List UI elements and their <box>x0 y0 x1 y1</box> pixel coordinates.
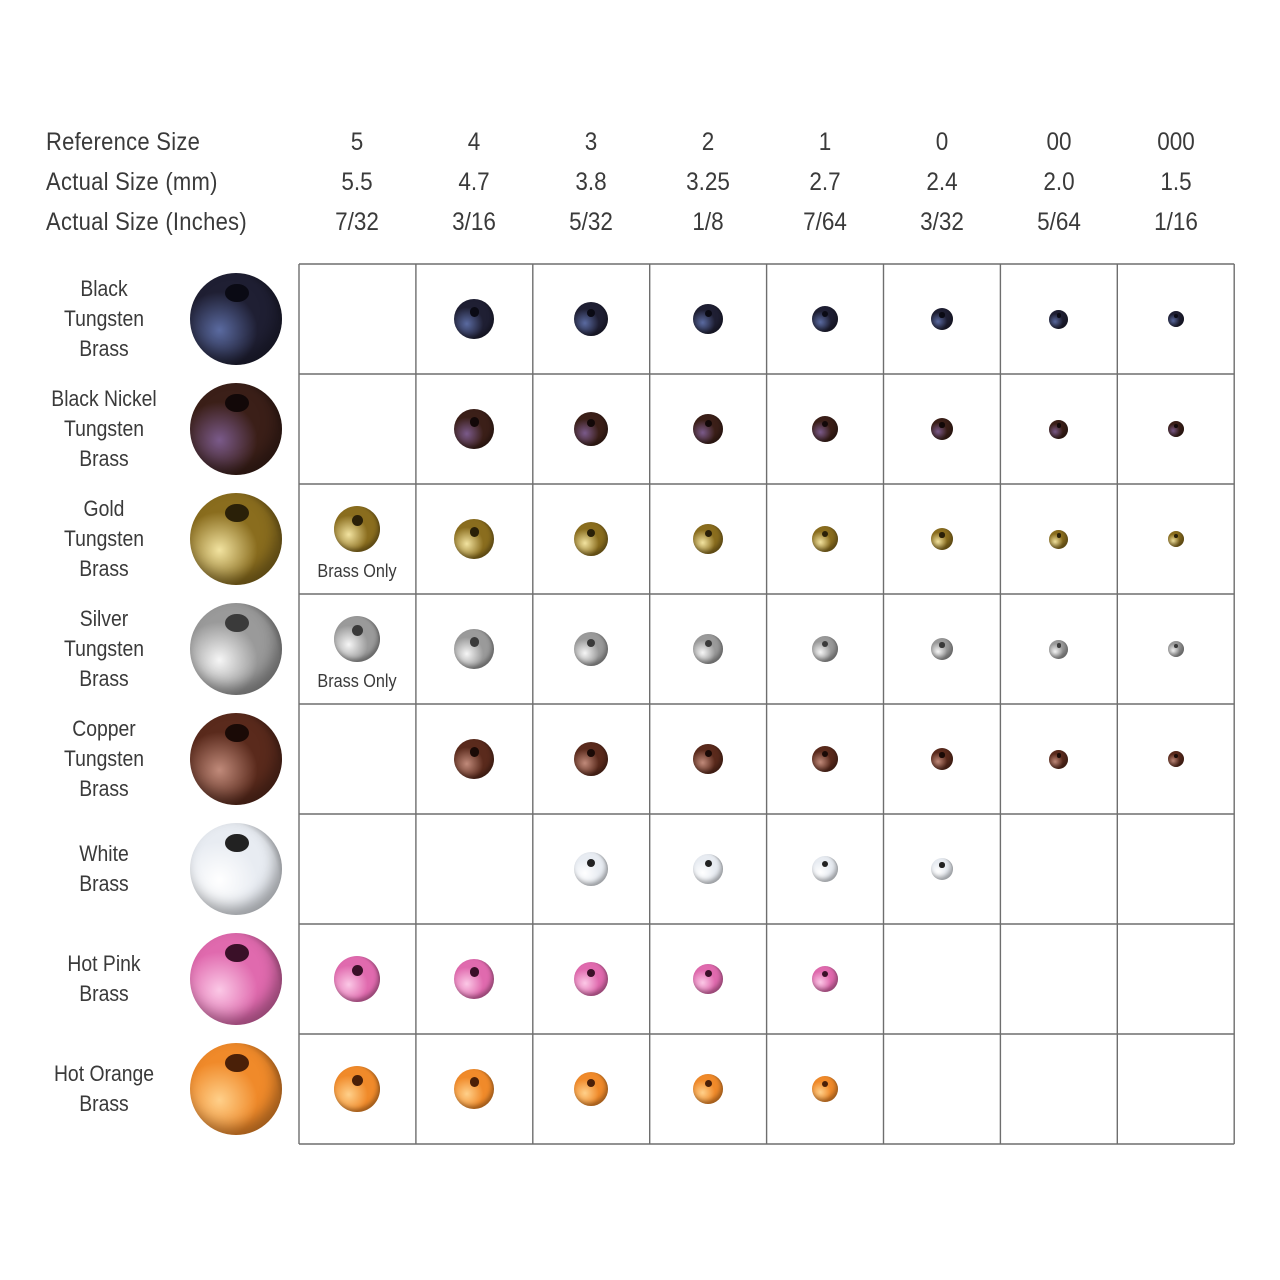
bead-swatch <box>693 1074 723 1104</box>
bead-swatch <box>574 522 608 556</box>
bead-swatch <box>1049 420 1068 439</box>
bead-type-label-line: Tungsten <box>63 416 144 441</box>
header-inches-value: 1/16 <box>1153 208 1198 236</box>
bead-swatch <box>1168 311 1184 327</box>
bead-swatch <box>1049 530 1068 549</box>
header-inches-value: 1/8 <box>692 208 724 236</box>
bead-swatch <box>574 412 608 446</box>
header-ref-value: 0 <box>935 128 949 156</box>
header-inches-value: 3/16 <box>452 208 497 236</box>
bead-swatch <box>931 638 953 660</box>
brass-only-note: Brass Only <box>317 561 398 581</box>
bead-type-label-line: Tungsten <box>63 526 144 551</box>
bead-swatch <box>1049 750 1068 769</box>
reference-size-label: Reference Size <box>46 128 201 156</box>
bead-type-label-line: Brass <box>79 776 129 801</box>
bead-swatch <box>812 306 838 332</box>
header-ref-value: 00 <box>1046 128 1072 156</box>
header-mm-value: 3.25 <box>686 168 731 196</box>
header-ref-value: 2 <box>701 128 715 156</box>
header-mm-value: 4.7 <box>458 168 490 196</box>
bead-swatch <box>812 636 838 662</box>
header-inches-value: 7/32 <box>335 208 380 236</box>
header-ref-value: 3 <box>584 128 598 156</box>
header-inches-value: 7/64 <box>803 208 847 236</box>
bead-swatch <box>1168 531 1184 547</box>
header-mm-value: 2.4 <box>926 168 958 196</box>
bead-swatch <box>693 744 723 774</box>
bead-swatch <box>1168 641 1184 657</box>
bead-swatch <box>812 746 838 772</box>
bead-type-label-line: Hot Pink <box>67 951 141 976</box>
actual-size-inches-label: Actual Size (Inches) <box>46 208 247 236</box>
header-mm-value: 2.0 <box>1043 168 1075 196</box>
bead-type-label-line: White <box>79 841 129 866</box>
bead-type-label-line: Brass <box>79 981 129 1006</box>
header-ref-value: 5 <box>351 128 364 156</box>
bead-swatch <box>574 742 608 776</box>
bead-type-label-line: Tungsten <box>63 746 144 771</box>
bead-swatch <box>693 854 723 884</box>
brass-only-note: Brass Only <box>317 671 398 691</box>
bead-swatch <box>931 308 953 330</box>
bead-type-label-line: Brass <box>79 446 129 471</box>
header-ref-value: 4 <box>468 128 481 156</box>
bead-swatch <box>931 418 953 440</box>
header-ref-value: 000 <box>1156 128 1195 156</box>
header-mm-value: 2.7 <box>809 168 841 196</box>
bead-type-label-line: Brass <box>79 556 129 581</box>
bead-swatch <box>574 852 608 886</box>
sample-bead <box>190 603 282 695</box>
bead-type-label-line: Tungsten <box>63 306 144 331</box>
sample-bead <box>190 1043 282 1135</box>
bead-swatch <box>812 1076 838 1102</box>
bead-type-label <box>39 839 169 899</box>
bead-type-label-line: Black Nickel <box>51 386 157 411</box>
bead-swatch <box>812 856 838 882</box>
bead-type-label-line: Black <box>80 276 128 301</box>
sample-bead <box>190 383 282 475</box>
sample-bead <box>190 933 282 1025</box>
bead-swatch <box>812 526 838 552</box>
sample-bead <box>190 713 282 805</box>
header-inches-value: 3/32 <box>920 208 964 236</box>
header-mm-value: 5.5 <box>341 168 374 196</box>
bead-swatch <box>931 748 953 770</box>
bead-type-label <box>39 494 169 584</box>
bead-type-label <box>39 949 169 1009</box>
bead-type-label <box>39 274 169 364</box>
bead-type-label-line: Brass <box>79 1091 129 1116</box>
bead-swatch <box>693 524 723 554</box>
bead-swatch <box>812 416 838 442</box>
bead-type-label <box>39 1059 169 1119</box>
bead-swatch <box>693 634 723 664</box>
bead-type-label-line: Silver <box>79 606 129 631</box>
bead-swatch <box>574 962 608 996</box>
bead-swatch <box>1168 421 1184 437</box>
bead-swatch <box>1049 640 1068 659</box>
bead-swatch <box>812 966 838 992</box>
bead-swatch <box>693 304 723 334</box>
bead-swatch <box>1049 310 1068 329</box>
sample-bead <box>190 273 282 365</box>
bead-type-label-line: Gold <box>83 496 125 521</box>
bead-type-label-line: Hot Orange <box>53 1061 155 1086</box>
bead-type-label-line: Brass <box>79 666 129 691</box>
header-mm-value: 3.8 <box>575 168 607 196</box>
actual-size-mm-label: Actual Size (mm) <box>46 168 218 196</box>
header-inches-value: 5/64 <box>1036 208 1081 236</box>
bead-type-label <box>39 384 169 474</box>
bead-swatch <box>574 632 608 666</box>
bead-swatch <box>574 1072 608 1106</box>
bead-type-label-line: Tungsten <box>63 636 144 661</box>
bead-swatch <box>693 414 723 444</box>
bead-swatch <box>931 528 953 550</box>
bead-swatch <box>931 858 953 880</box>
bead-type-label-line: Brass <box>79 871 129 896</box>
header-ref-value: 1 <box>818 128 832 156</box>
sample-bead <box>190 493 282 585</box>
bead-type-label <box>39 714 169 804</box>
bead-swatch <box>574 302 608 336</box>
bead-swatch <box>693 964 723 994</box>
bead-type-label <box>39 604 169 694</box>
header-inches-value: 5/32 <box>569 208 614 236</box>
header-mm-value: 1.5 <box>1160 168 1192 196</box>
bead-swatch <box>1168 751 1184 767</box>
sample-bead <box>190 823 282 915</box>
bead-type-label-line: Copper <box>72 716 136 741</box>
bead-type-label-line: Brass <box>79 336 129 361</box>
